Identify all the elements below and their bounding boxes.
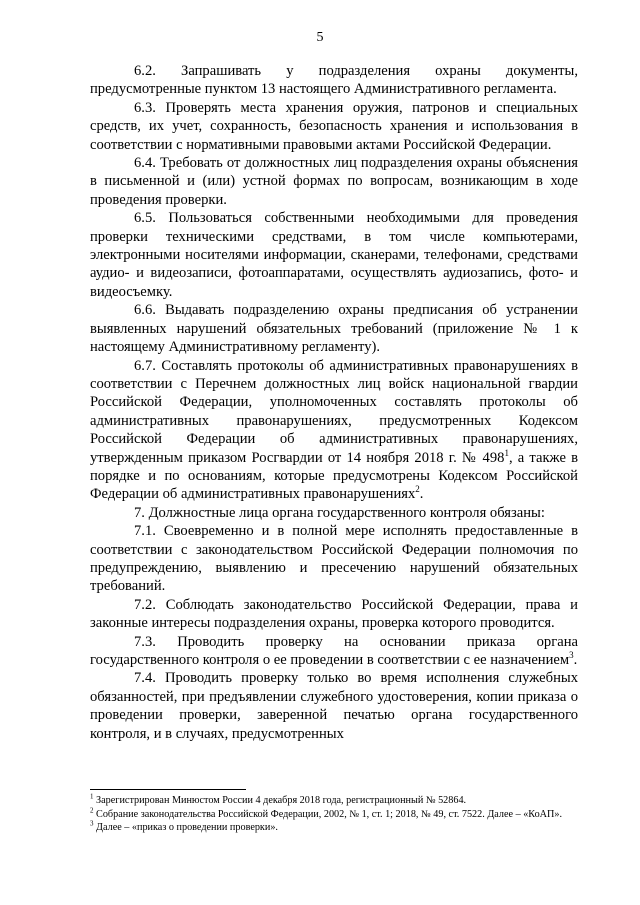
paragraph-6-7-end: . <box>419 486 424 503</box>
paragraph-7-4: 7.4. Проводить проверку только во время исполнения служебных обязанностей, при предъявлении служебного удостоверения, копии приказа о проведении проверки, заверенной печатью органа государственного контроля, и в случаях, предусмотренных <box>90 670 578 742</box>
footnote-divider <box>90 789 246 790</box>
footnote-3-text: Далее – «приказ о проведении проверки». <box>96 822 278 834</box>
footnote-ref-2: 2 <box>415 484 420 495</box>
footnote-ref-3: 3 <box>569 650 574 661</box>
footnotes <box>90 792 578 836</box>
paragraph-7-3 <box>90 633 578 670</box>
footnote-1 <box>90 792 578 808</box>
footnote-mark-2: 2 <box>90 806 94 815</box>
paragraph-7-3-text: 7.3. Проводить проверку на основании приказа органа государственного контроля о ее проведении в соответствии с ее назначением <box>90 633 578 668</box>
footnote-ref-1: 1 <box>504 447 509 458</box>
footnote-1-text: Зарегистрирован Минюстом России 4 декабря 2018 года, регистрационный № 52864. <box>96 795 467 806</box>
paragraph-6-7-text-a: 6.7. Составлять протоколы об административных правонарушениях в соответствии с Перечнем должностных лиц войск национальной гвардии Российской Федерации, уполномоченных составлять протоколы об административных правонарушениях, предусмотренных Кодексом Российской Федерации об административных правонарушениях, утвержденным приказом Росгвардии от 14 ноября 2018 г. № 498 <box>90 357 578 466</box>
footnote-2 <box>90 806 578 822</box>
paragraph-6-3: 6.3. Проверять места хранения оружия, патронов и специальных средств, их учет, сохранность, безопасность хранения и использования в соответствии с нормативными правовыми актами Российской Федерации. <box>90 99 578 153</box>
footnote-3 <box>90 819 578 835</box>
regulation-body <box>90 62 578 743</box>
paragraph-6-6: 6.6. Выдавать подразделению охраны предписания об устранении выявленных нарушений обязательных требований (приложение № 1 к настоящему Административному регламенту). <box>90 302 578 356</box>
paragraph-7-2: 7.2. Соблюдать законодательство Российской Федерации, права и законные интересы подразделения охраны, проверка которого проводится. <box>90 596 578 632</box>
page-number: 5 <box>316 30 324 45</box>
paragraph-6-7-text-b: , а также в порядке и по основаниям, которые предусмотрены Кодексом Российской Федерации об административных правонарушениях <box>90 449 578 503</box>
paragraph-6-4: 6.4. Требовать от должностных лиц подразделения охраны объяснения в письменной и (или) устной формах по вопросам, возникающим в ходе проведения проверки. <box>90 155 578 208</box>
paragraph-6-7 <box>90 357 578 504</box>
footnote-mark-1: 1 <box>90 792 94 801</box>
footnote-2-text: Собрание законодательства Российской Федерации, 2002, № 1, ст. 1; 2018, № 49, ст. 7522. Далее – «КоАП». <box>96 808 563 820</box>
footnote-mark-3: 3 <box>90 819 94 828</box>
paragraph-7: 7. Должностные лица органа государственного контроля обязаны: <box>134 504 545 521</box>
paragraph-6-2: 6.2. Запрашивать у подразделения охраны документы, предусмотренные пунктом 13 настоящего Административного регламента. <box>90 63 578 98</box>
paragraph-6-5: 6.5. Пользоваться собственными необходимыми для проведения проверки техническими средствами, в том числе компьютерами, электронными носителями информации, сканерами, телефонами, средствами аудио- и видеозаписи, фотоаппаратами, осуществлять аудиозапись, фото- и видеосъемку. <box>90 210 578 300</box>
paragraph-7-3-end: . <box>573 652 578 668</box>
paragraph-7-1: 7.1. Своевременно и в полной мере исполнять предоставленные в соответствии с законодательством Российской Федерации полномочия по предупреждению, выявлению и пресечению нарушений обязательных требований. <box>90 523 578 595</box>
